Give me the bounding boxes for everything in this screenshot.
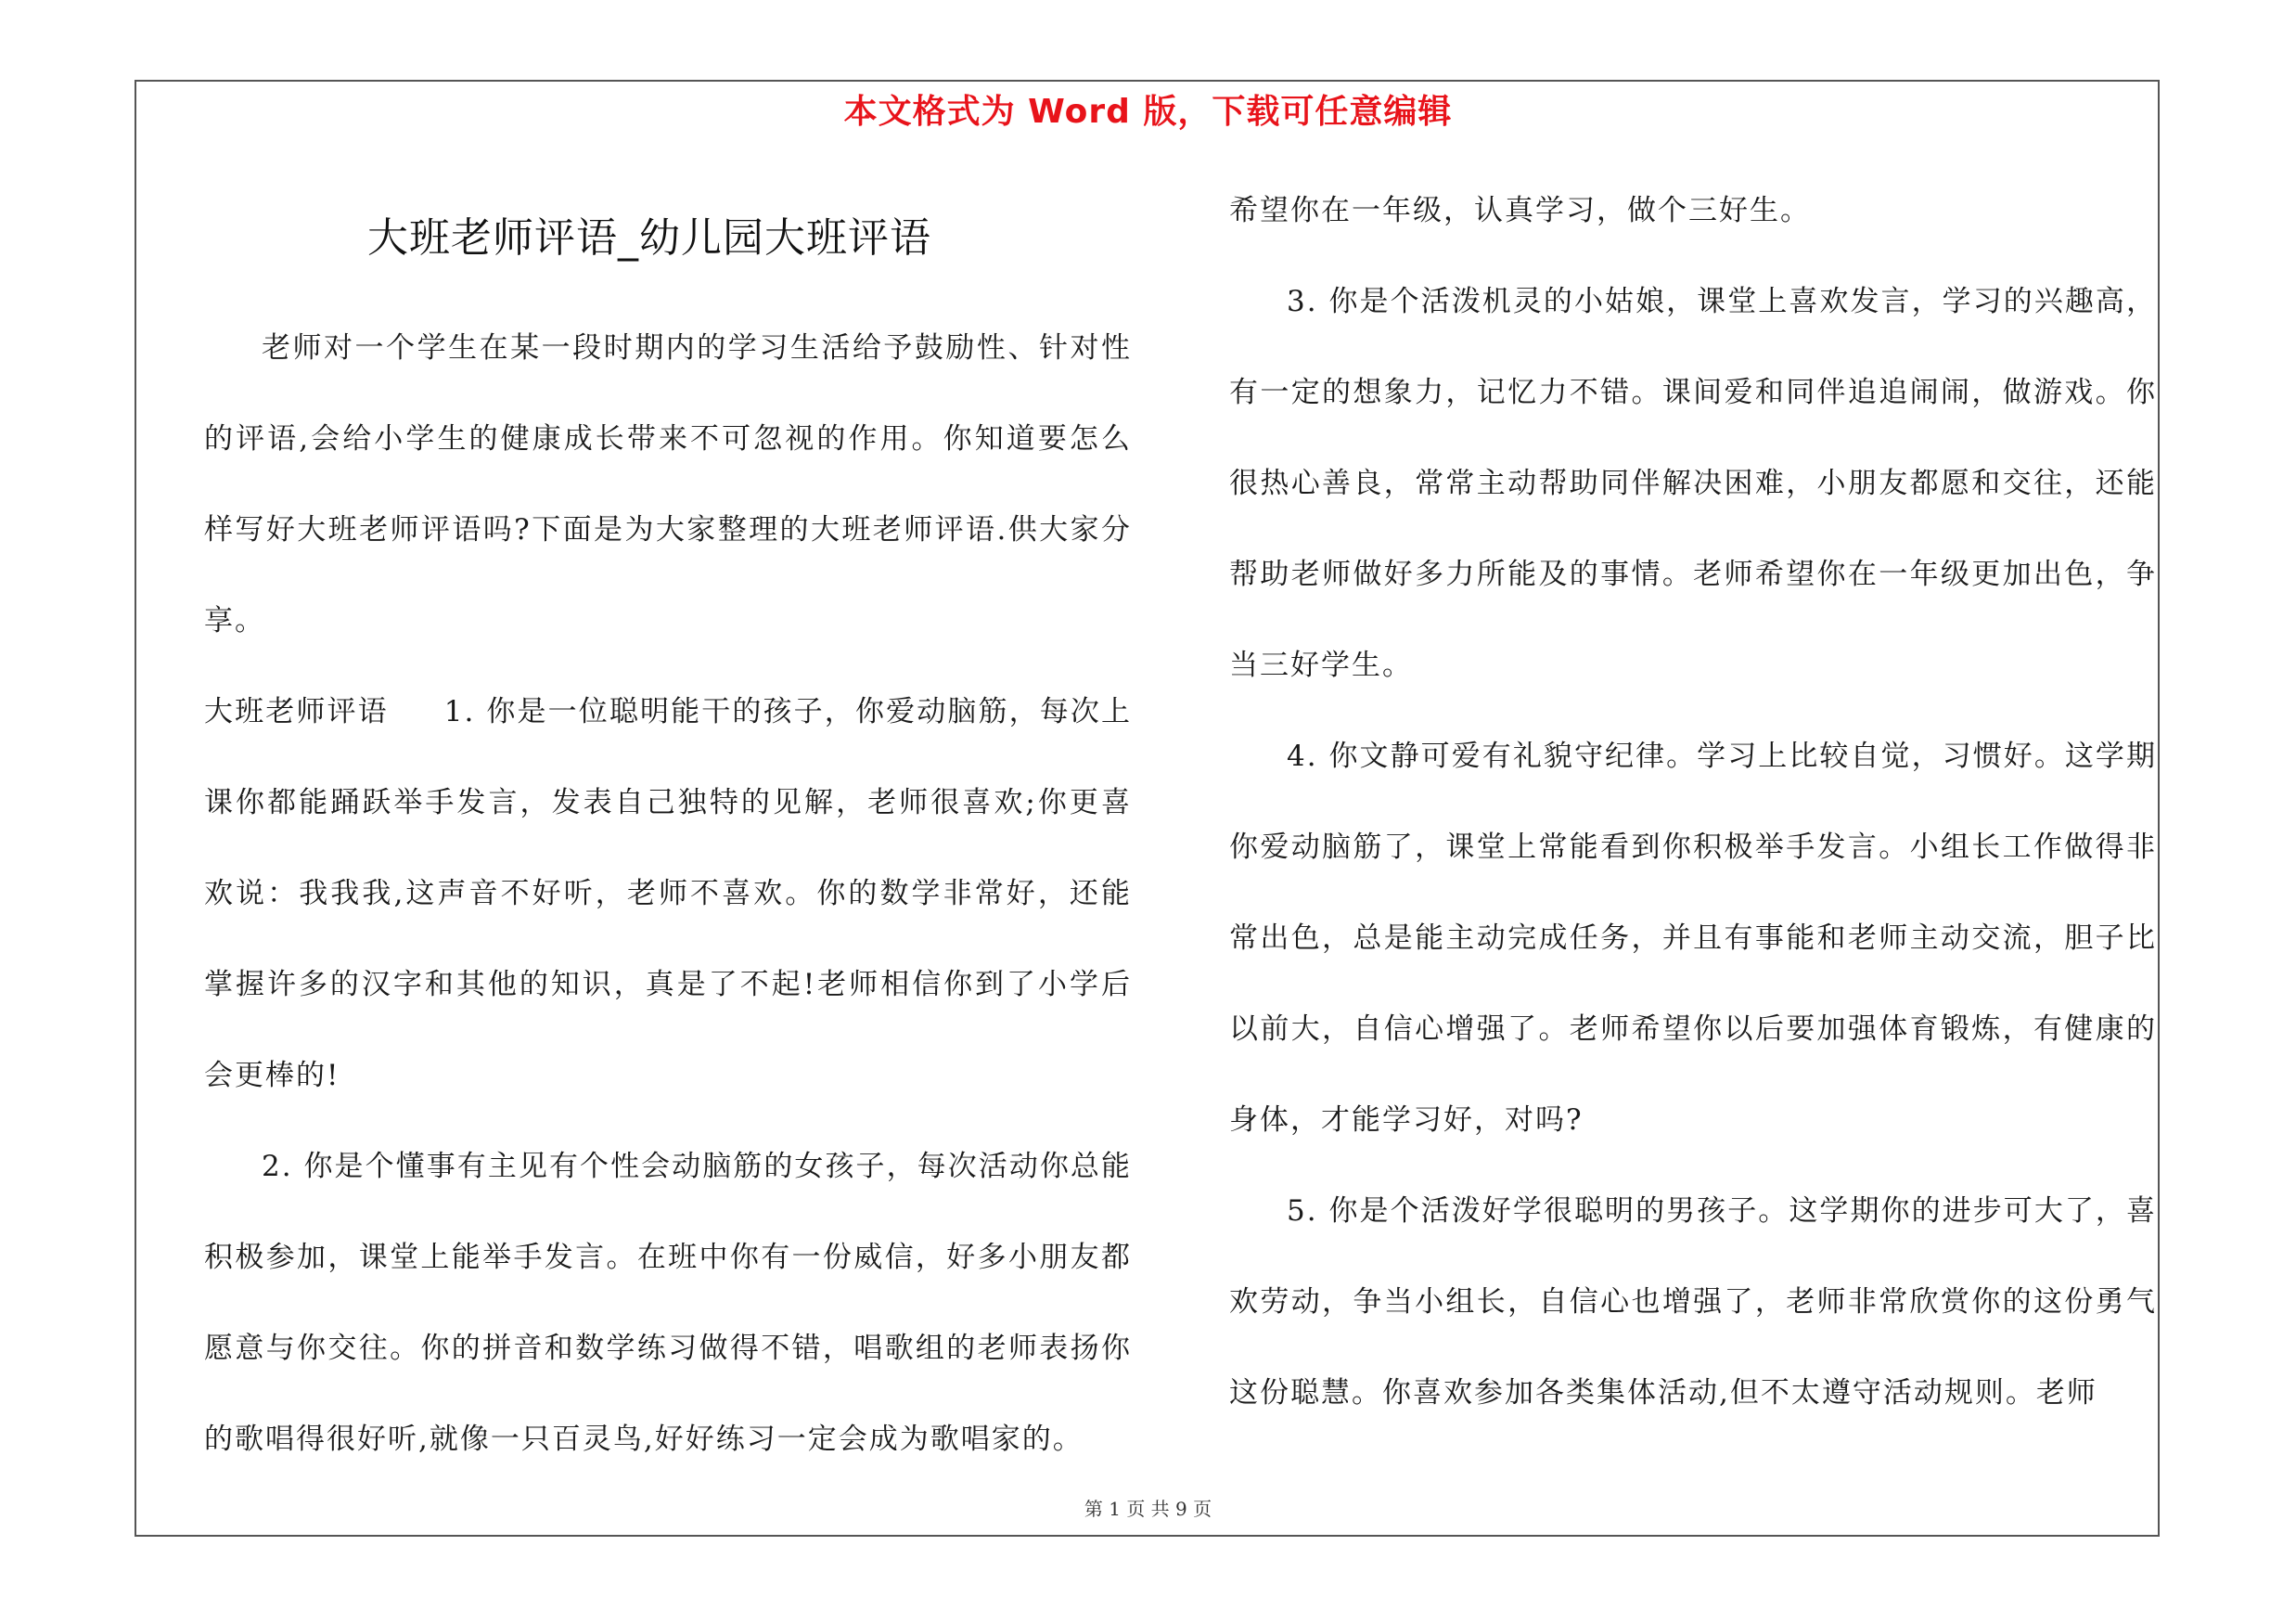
left-column xyxy=(204,303,1132,1485)
intro-paragraph: 老师对一个学生在某一段时期内的学习生活给予鼓励性、针对性的评语,会给小学生的健康成长带来不可忽视的作用。你知道要怎么样写好大班老师评语吗?下面是为大家整理的大班老师评语.供大家分享。 xyxy=(204,331,1132,638)
continuation-paragraph: 希望你在一年级，认真学习，做个三好生。 xyxy=(1229,194,1811,227)
comment-item-5: 5. 你是个活泼好学很聪明的男孩子。这学期你的进步可大了，喜欢劳动，争当小组长，自信心也增强了，老师非常欣赏你的这份勇气这份聪慧。你喜欢参加各类集体活动,但不太遵守活动规则。老师 xyxy=(1229,1194,2157,1410)
comment-item-2: 2. 你是个懂事有主见有个性会动脑筋的女孩子，每次活动你总能积极参加，课堂上能举手发言。在班中你有一份威信，好多小朋友都愿意与你交往。你的拼音和数学练习做得不错，唱歌组的老师表扬你的歌唱得很好听,就像一只百灵鸟,好好练习一定会成为歌唱家的。 xyxy=(204,1150,1132,1456)
comment-item-1: 1. 你是一位聪明能干的孩子，你爱动脑筋，每次上课你都能踊跃举手发言，发表自己独特的见解，老师很喜欢;你更喜欢说：我我我,这声音不好听，老师不喜欢。你的数学非常好，还能掌握许多的汉字和其他的知识，真是了不起!老师相信你到了小学后会更棒的! xyxy=(204,695,1132,1092)
right-column xyxy=(1229,165,2157,1438)
page-number: 第 1 页 共 9 页 xyxy=(1084,1498,1212,1520)
section-paragraph-1 xyxy=(204,666,1132,1121)
comment-item-4: 4. 你文静可爱有礼貌守纪律。学习上比较自觉，习惯好。这学期你爱动脑筋了，课堂上常能看到你积极举手发言。小组长工作做得非常出色，总是能主动完成任务，并且有事能和老师主动交流，胆子比以前大，自信心增强了。老师希望你以后要加强体育锻炼，有健康的身体，才能学习好，对吗? xyxy=(1229,740,2157,1137)
comment-item-3: 3. 你是个活泼机灵的小姑娘，课堂上喜欢发言，学习的兴趣高，有一定的想象力，记忆力不错。课间爱和同伴追追闹闹，做游戏。你很热心善良，常常主动帮助同伴解决困难，小朋友都愿和交往，还能帮助老师做好多力所能及的事情。老师希望你在一年级更加出色，争当三好学生。 xyxy=(1229,285,2157,682)
section-heading: 大班老师评语 xyxy=(204,695,389,728)
document-title: 大班老师评语_幼儿园大班评语 xyxy=(367,214,931,262)
format-banner: 本文格式为 Word 版，下载可任意编辑 xyxy=(843,93,1453,131)
